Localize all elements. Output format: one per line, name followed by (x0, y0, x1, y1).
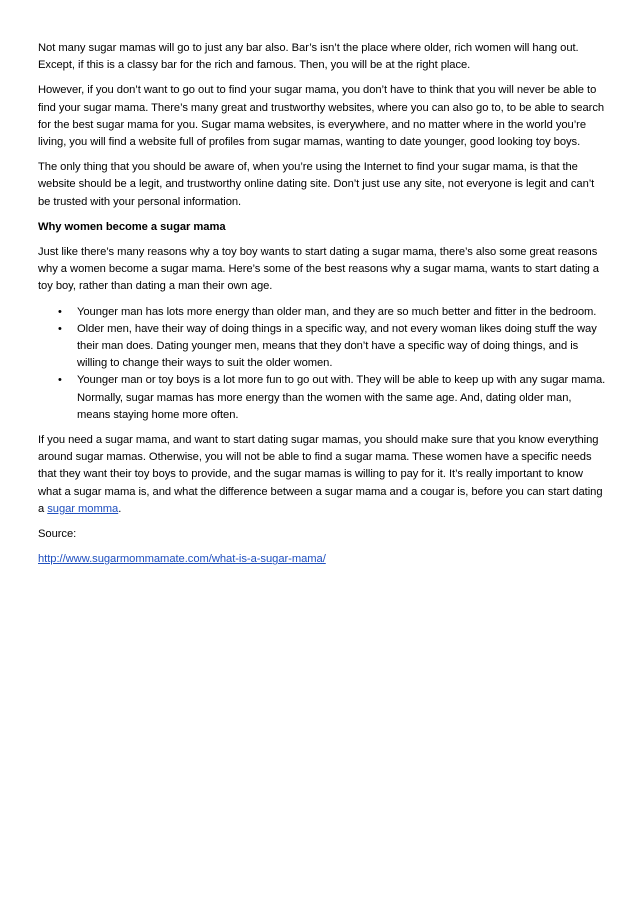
sugar-momma-link[interactable]: sugar momma (47, 502, 119, 515)
reasons-list (38, 304, 606, 424)
section-heading: Why women become a sugar mama (38, 220, 226, 233)
source-label: Source: (38, 528, 77, 541)
paragraph-legit-sites: The only thing that you should be aware of, when you’re using the Internet to find your sugar mama, is that the website should be a legit, and trustworthy online dating site. Don’t just use any site, not everyone is legit and can’t be trusted with your personal information. (38, 161, 595, 208)
list-item (38, 321, 606, 373)
list-item (38, 304, 606, 321)
closing-text: If you need a sugar mama, and want to start dating sugar mamas, you should make sure that you know everything around sugar mamas. Otherwise, you will not be able to find a sugar mama. These women have a specific needs that they want their toy boys to provide, and the sugar mamas is willing to pay for it. It’s really important to know what a sugar mama is, and what the difference between a sugar mama and a cougar is, before you can start dating a (38, 434, 603, 515)
list-item-text: Older men, have their way of doing things in a specific way, and not every woman likes doing stuff the way their man does. Dating younger men, means that they don’t have a specific way of doing things, and is willing to change their ways to suit the older women. (77, 322, 597, 370)
paragraph-bar-advice: Not many sugar mamas will go to just any bar also. Bar’s isn’t the place where older, rich women will hang out. Except, if this is a classy bar for the rich and famous. Then, you will be at the right place. (38, 42, 579, 72)
list-item-text: Younger man has lots more energy than older man, and they are so much better and fitter in the bedroom. (77, 305, 597, 318)
bullet-icon: • (58, 322, 62, 335)
closing-paragraph (38, 432, 606, 518)
bullet-icon: • (58, 305, 62, 318)
list-item-text: Younger man or toy boys is a lot more fun to go out with. They will be able to keep up with any sugar mama. Normally, sugar mamas has more energy than the women with the same age. And, dating older man, means staying home more often. (77, 374, 606, 421)
closing-period: . (118, 502, 122, 515)
source-link[interactable]: http://www.sugarmommamate.com/what-is-a-sugar-mama/ (38, 553, 326, 566)
list-item (38, 372, 606, 424)
paragraph-websites: However, if you don’t want to go out to find your sugar mama, you don’t have to think that you will never be able to find your sugar mama. There’s many great and trustworthy websites, where you can also go to, to be able to search for the best sugar mama for you. Sugar mama websites, is everywhere, and no matter where in the world you’re living, you will find a website full of profiles from sugar mamas, wanting to date younger, good looking toy boys. (38, 84, 605, 149)
bullet-icon: • (58, 374, 62, 387)
document-page (38, 40, 606, 576)
section-intro-paragraph: Just like there’s many reasons why a toy boy wants to start dating a sugar mama, there’s also some great reasons why a women become a sugar mama. Here’s some of the best reasons why a sugar mama, wants to start dating a toy boy, rather than dating a man their own age. (38, 246, 599, 293)
source-paragraph (38, 551, 606, 568)
